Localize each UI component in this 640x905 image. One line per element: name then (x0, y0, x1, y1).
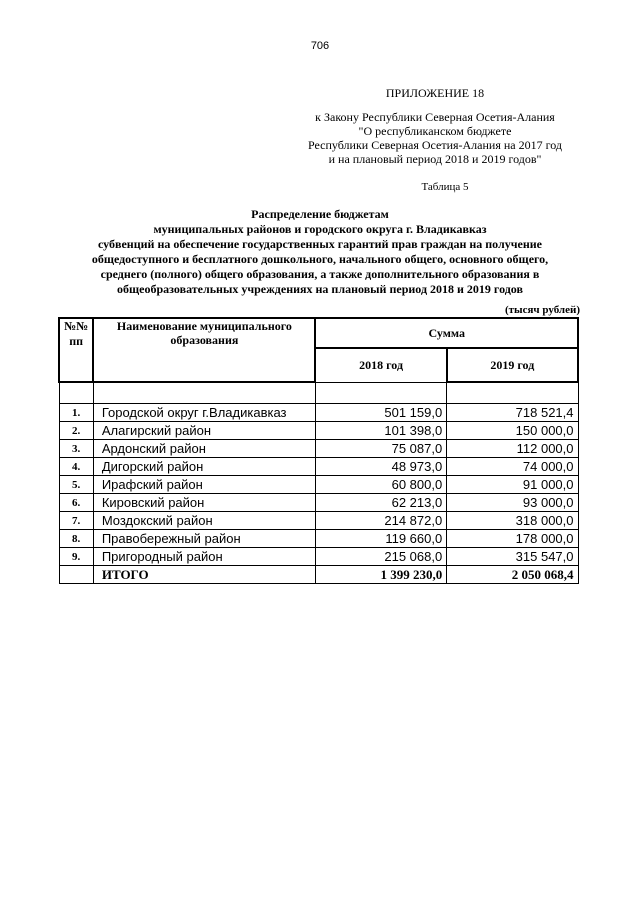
table-row (59, 512, 578, 530)
appendix-title: ПРИЛОЖЕНИЕ 18 (385, 86, 485, 100)
header-name-line: образования (170, 333, 239, 347)
page-number: 706 (310, 40, 330, 52)
table-row (59, 548, 578, 566)
row-number: 7. (59, 512, 93, 530)
row-value-2018: 62 213,0 (315, 494, 446, 512)
row-name: Пригородный район (93, 548, 315, 566)
row-value-2018: 215 068,0 (315, 548, 446, 566)
appendix-line: Республики Северная Осетия-Алания на 2017 год (308, 138, 562, 152)
row-value-2018: 60 800,0 (315, 476, 446, 494)
row-number: 3. (59, 440, 93, 458)
title-line: Распределение бюджетам (251, 207, 389, 221)
row-value-2019: 93 000,0 (447, 494, 578, 512)
row-name: Алагирский район (93, 422, 315, 440)
appendix-line: "О республиканском бюджете (358, 124, 512, 138)
row-name: Ардонский район (93, 440, 315, 458)
table-label: Таблица 5 (421, 181, 469, 193)
row-value-2018: 101 398,0 (315, 422, 446, 440)
title-line: среднего (полного) общего образования, а также дополнительного образования в (100, 267, 540, 281)
total-label: ИТОГО (93, 566, 315, 584)
total-number (59, 566, 93, 584)
total-value-2018: 1 399 230,0 (315, 566, 446, 584)
table-row (59, 476, 578, 494)
header-2019: 2019 год (447, 348, 578, 382)
row-value-2019: 150 000,0 (447, 422, 578, 440)
table-row (59, 494, 578, 512)
row-name: Дигорский район (93, 458, 315, 476)
row-value-2018: 75 087,0 (315, 440, 446, 458)
row-number: 2. (59, 422, 93, 440)
header-number-line: №№ (64, 319, 89, 333)
spacer-row (59, 382, 578, 404)
row-name: Ирафский район (93, 476, 315, 494)
row-value-2018: 48 973,0 (315, 458, 446, 476)
row-value-2019: 91 000,0 (447, 476, 578, 494)
header-name (93, 318, 315, 382)
row-number: 6. (59, 494, 93, 512)
title-line: субвенций на обеспечение государственных гарантий прав граждан на получение (97, 237, 543, 251)
row-value-2019: 112 000,0 (447, 440, 578, 458)
units-label: (тысяч рублей) (504, 304, 580, 316)
table-row (59, 404, 578, 422)
table-row (59, 440, 578, 458)
table-row (59, 458, 578, 476)
total-row (59, 566, 578, 584)
table-row (59, 422, 578, 440)
header-number (59, 318, 93, 382)
row-number: 1. (59, 404, 93, 422)
row-name: Кировский район (93, 494, 315, 512)
total-value-2019: 2 050 068,4 (447, 566, 578, 584)
row-value-2018: 119 660,0 (315, 530, 446, 548)
budget-table (58, 317, 579, 584)
row-value-2019: 318 000,0 (447, 512, 578, 530)
title-line: общеобразовательных учреждениях на плановый период 2018 и 2019 годов (117, 282, 523, 296)
document-title (60, 207, 580, 297)
row-number: 5. (59, 476, 93, 494)
header-number-line: пп (69, 334, 84, 348)
row-name: Правобережный район (93, 530, 315, 548)
table-row (59, 530, 578, 548)
appendix-block (300, 86, 570, 166)
row-value-2019: 718 521,4 (447, 404, 578, 422)
row-number: 9. (59, 548, 93, 566)
appendix-line: и на плановый период 2018 и 2019 годов" (328, 152, 542, 166)
row-value-2019: 74 000,0 (447, 458, 578, 476)
row-value-2019: 178 000,0 (447, 530, 578, 548)
title-line: муниципальных районов и городского округа г. Владикавказ (153, 222, 487, 236)
header-2018: 2018 год (315, 348, 446, 382)
header-name-line: Наименование муниципального (116, 319, 292, 333)
title-line: общедоступного и бесплатного дошкольного, начального общего, основного общего, (91, 252, 549, 266)
row-name: Городской округ г.Владикавказ (93, 404, 315, 422)
row-name: Моздокский район (93, 512, 315, 530)
header-sum: Сумма (315, 318, 578, 348)
appendix-line: к Закону Республики Северная Осетия-Алания (315, 110, 555, 124)
row-value-2019: 315 547,0 (447, 548, 578, 566)
row-number: 4. (59, 458, 93, 476)
row-number: 8. (59, 530, 93, 548)
row-value-2018: 214 872,0 (315, 512, 446, 530)
row-value-2018: 501 159,0 (315, 404, 446, 422)
